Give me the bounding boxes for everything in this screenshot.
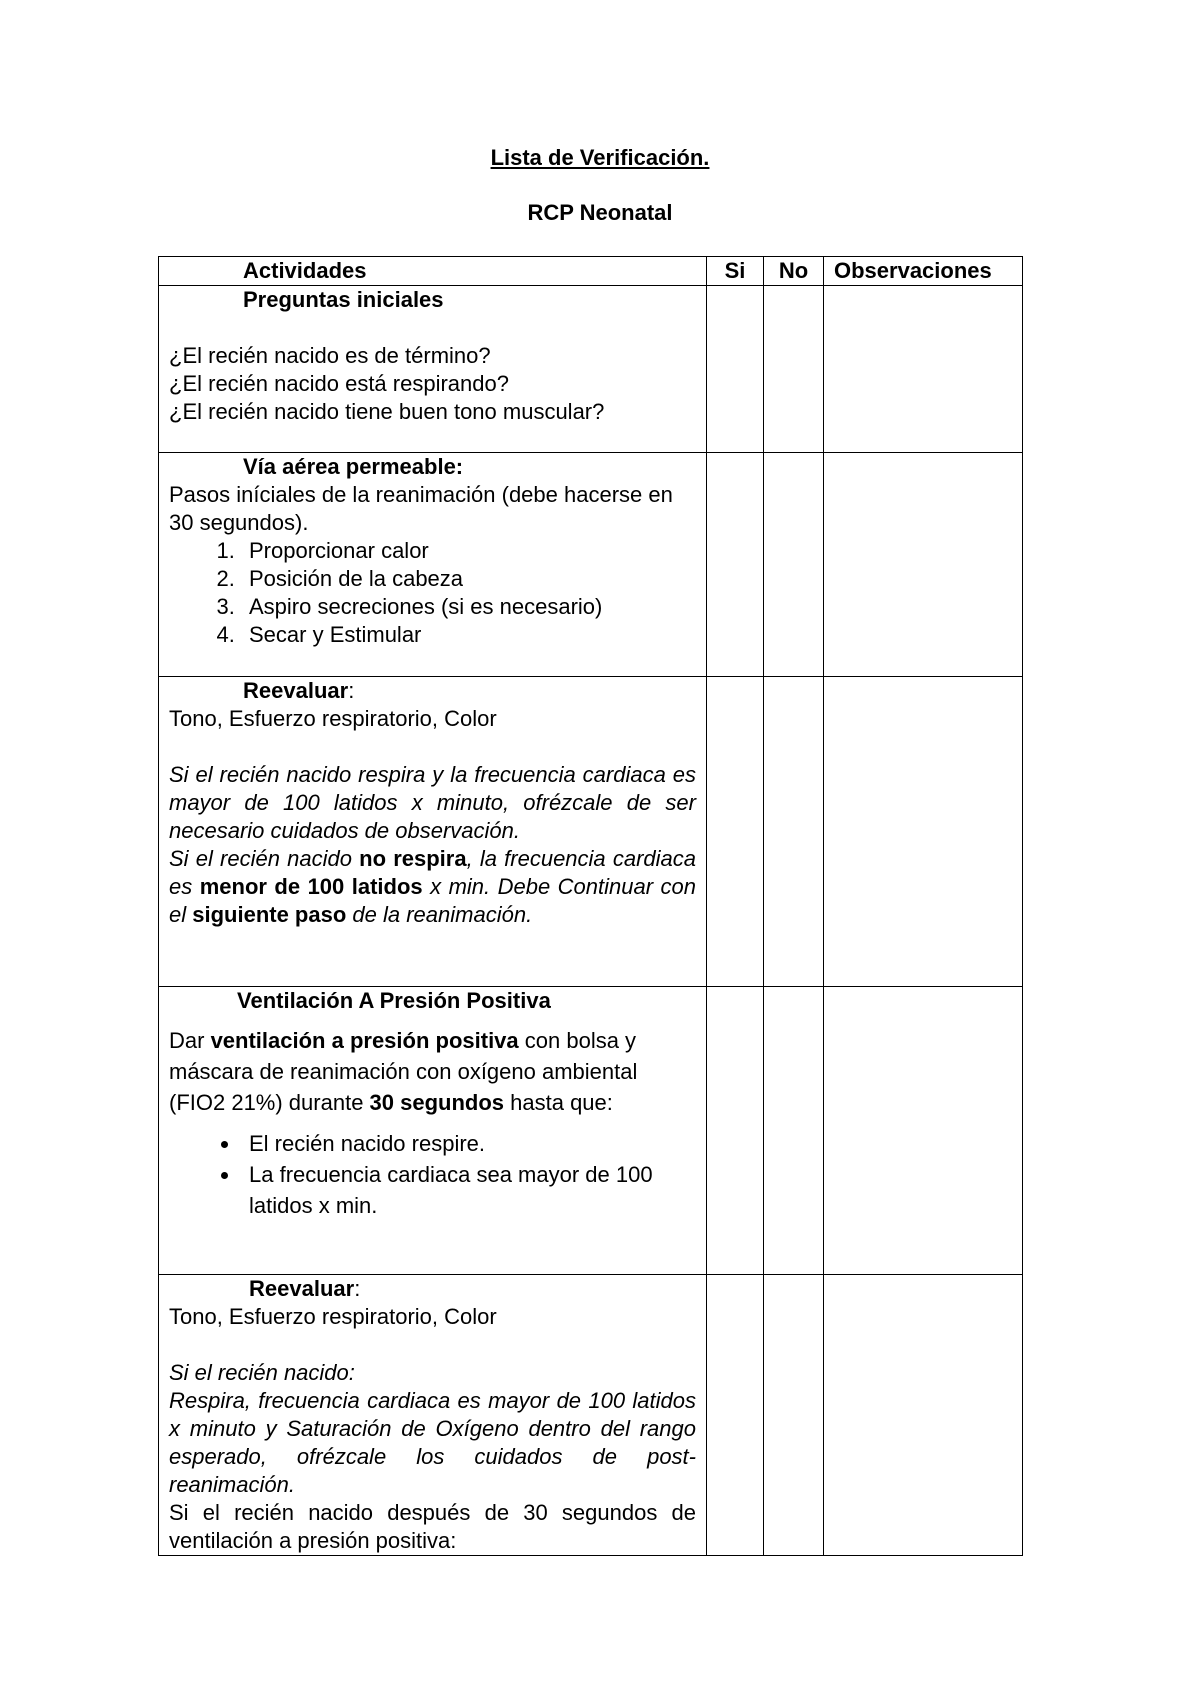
no-checkbox-cell[interactable] [764,453,824,677]
heading-text: Reevaluar [249,1276,355,1301]
observations-cell[interactable] [824,677,1023,987]
activity-cell [159,987,707,1275]
table-row [159,286,1023,453]
instruction-paragraph: Si el recién nacido respira y la frecuencia cardiaca es mayor de 100 latidos x minuto, ofrézcale de ser necesario cuidados de observación. [169,762,696,843]
activity-cell [159,677,707,987]
section-intro: Pasos iníciales de la reanimación (debe hacerse en 30 segundos). [169,482,673,535]
checklist-table [158,256,1023,1556]
list-item: • La frecuencia cardiaca sea mayor de 100 latidos x min. [241,1159,696,1221]
text-run: con bolsa y máscara de reanimación con oxígeno ambiental (FIO2 21%) durante [169,1028,638,1115]
instruction-paragraph: Respira, frecuencia cardiaca es mayor de 100 latidos x minuto y Saturación de Oxígeno dentro del rango esperado, ofrézcale los cuidados de post-reanimación. [169,1388,696,1497]
list-item: 2. Posición de la cabeza [241,565,696,593]
text-run: , la frecuencia cardiaca es [169,846,696,899]
section-heading: Ventilación A Presión Positiva [237,988,551,1013]
heading-text: Reevaluar [243,678,349,703]
emphasis-text: menor de 100 latidos [199,874,423,899]
heading-colon: : [354,1276,361,1301]
text-run: x min. Debe Continuar con el [169,874,696,927]
text-run: de la reanimación. [346,902,533,927]
section-heading: Vía aérea permeable: [243,454,464,479]
header-yes: Si [707,257,764,286]
instruction-paragraph [169,1025,696,1118]
section-heading: Preguntas iniciales [243,287,444,312]
evaluation-line: Tono, Esfuerzo respiratorio, Color [169,706,497,731]
yes-checkbox-cell[interactable] [707,286,764,453]
activity-cell [159,1275,707,1556]
text-run: Dar [169,1028,211,1053]
yes-checkbox-cell[interactable] [707,453,764,677]
header-no: No [764,257,824,286]
observations-cell[interactable] [824,286,1023,453]
question-line: ¿El recién nacido tiene buen tono muscular? [169,399,605,424]
emphasis-text: no respira [359,846,467,871]
emphasis-text: siguiente paso [192,902,347,927]
question-line: ¿El recién nacido es de término? [169,343,491,368]
no-checkbox-cell[interactable] [764,1275,824,1556]
list-item: • El recién nacido respire. [241,1128,696,1159]
table-row [159,987,1023,1275]
question-line: ¿El recién nacido está respirando? [169,371,509,396]
table-row [159,677,1023,987]
document-title: Lista de Verificación. [490,145,710,170]
instruction-line: Si el recién nacido: [169,1360,355,1385]
header-observations: Observaciones [824,257,1023,286]
table-row [159,453,1023,677]
header-activities: Actividades [159,257,707,286]
bullet-list [169,1128,696,1221]
table-header-row [159,257,1023,286]
yes-checkbox-cell[interactable] [707,987,764,1275]
heading-colon: : [348,678,355,703]
no-checkbox-cell[interactable] [764,677,824,987]
yes-checkbox-cell[interactable] [707,1275,764,1556]
no-checkbox-cell[interactable] [764,286,824,453]
list-item: 4. Secar y Estimular [241,621,696,649]
observations-cell[interactable] [824,1275,1023,1556]
section-heading [169,1275,696,1303]
observations-cell[interactable] [824,987,1023,1275]
text-run: Si el recién nacido [169,846,360,871]
activity-cell [159,453,707,677]
section-heading [169,677,696,705]
emphasis-text: ventilación a presión positiva [210,1028,519,1053]
evaluation-line: Tono, Esfuerzo respiratorio, Color [169,1304,497,1329]
yes-checkbox-cell[interactable] [707,677,764,987]
emphasis-text: 30 segundos [369,1090,505,1115]
instruction-paragraph [169,845,696,929]
no-checkbox-cell[interactable] [764,987,824,1275]
text-run: hasta que: [504,1090,613,1115]
steps-list [169,537,696,649]
list-item: 1. Proporcionar calor [241,537,696,565]
document-subtitle: RCP Neonatal [527,200,673,225]
instruction-paragraph: Si el recién nacido después de 30 segundos de ventilación a presión positiva: [169,1500,696,1553]
list-item: 3. Aspiro secreciones (si es necesario) [241,593,696,621]
observations-cell[interactable] [824,453,1023,677]
table-row [159,1275,1023,1556]
activity-cell [159,286,707,453]
